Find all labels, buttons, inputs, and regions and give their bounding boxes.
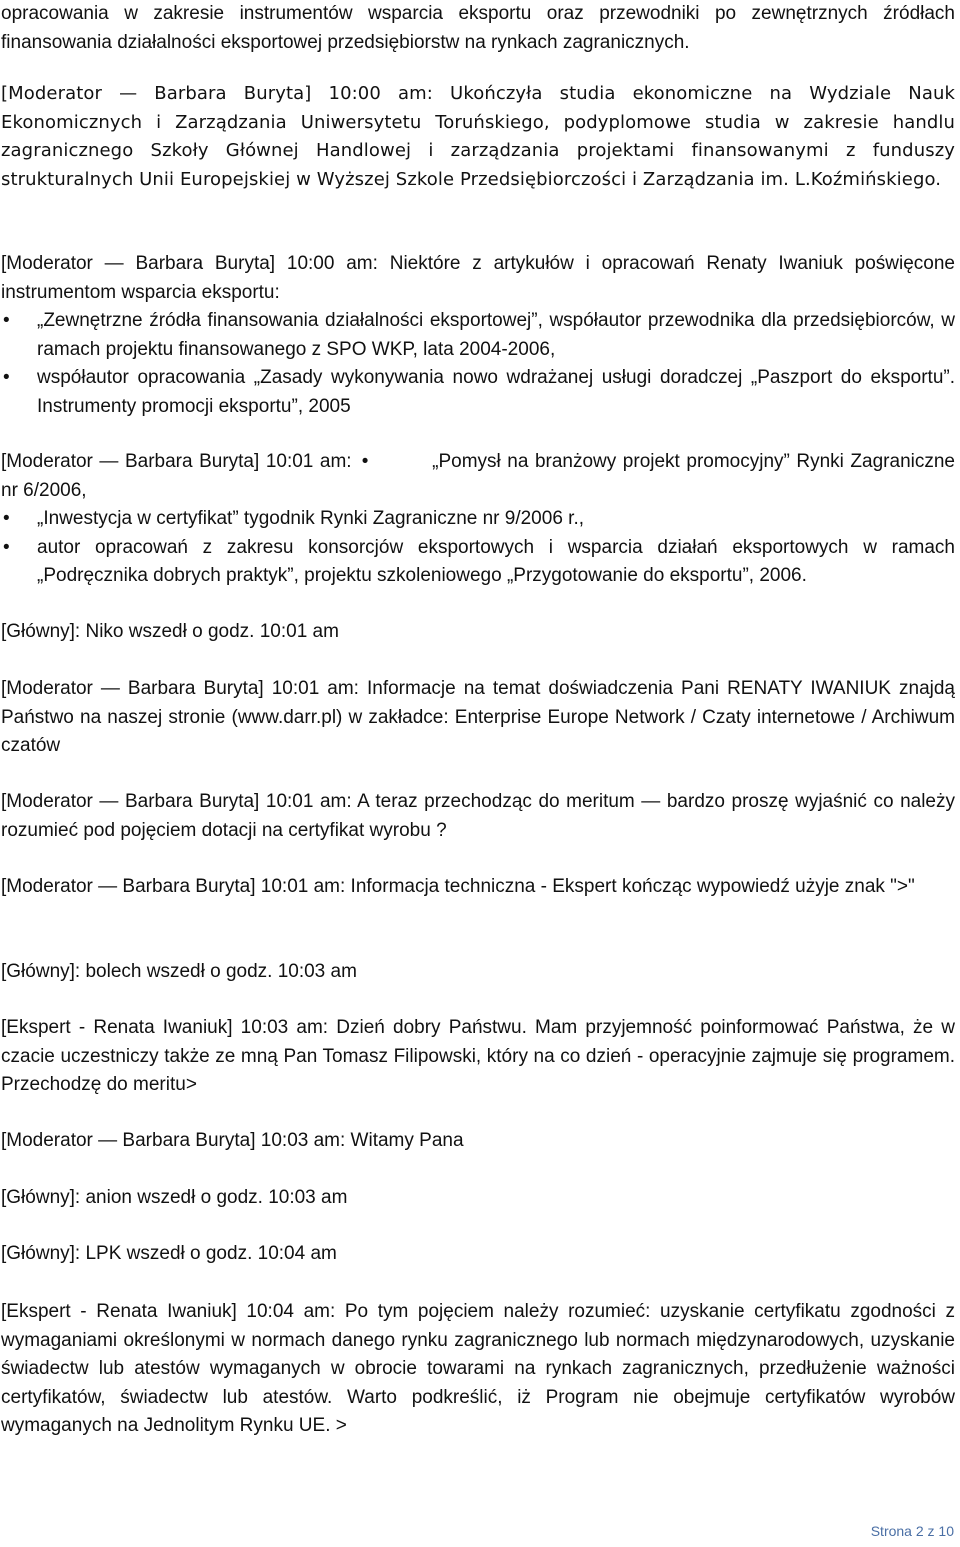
paragraph-text: [Moderator — Barbara Buryta] 10:01 am: A teraz przechodząc do meritum — bardzo proszę wyjaśnić co należy rozumieć pod pojęciem dotacji na certyfikat wyrobu ? [1,791,955,841]
paragraph-text: [Moderator — Barbara Buryta] 10:00 am: Ukończyła studia ekonomiczne na Wydziale Nauk Ekonomicznych i Zarządzania Uniwersytetu Toruńskiego, podyplomowe studia w zakresie handlu zagranicznego Szkoły Głównej Handlowej i zarządzania projektami finansowanymi z funduszy strukturalnych Unii Europejskiej w Wyższej Szkole Przedsiębiorczości i Zarządzania im. L.Koźmińskiego. [1,83,955,190]
paragraph-text: [Ekspert - Renata Iwaniuk] 10:03 am: Dzień dobry Państwu. Mam przyjemność poinformować Państwa, że w czacie uczestniczy także ze mną Pan Tomasz Filipowski, który na co dzień - operacyjnie zajmuje się programem. Przechodzę do meritu> [1,1017,955,1095]
bullet-icon: • [3,367,10,388]
paragraph-text: [Moderator — Barbara Buryta] 10:01 am: Informacja techniczna - Ekspert kończąc wypowiedź użyje znak ">" [1,876,915,897]
paragraph-moderator-welcome [1,1127,955,1156]
paragraph-text: [Główny]: bolech wszedł o godz. 10:03 am [1,961,357,982]
paragraph-text: [Moderator — Barbara Buryta] 10:01 am: Informacje na temat doświadczenia Pani RENATY IWANIUK znajdą Państwo na naszej stronie (www.darr.pl) w zakładce: Enterprise Europe Network / Czaty internetowe / Archiwum czatów [1,678,955,756]
list-item-text: autor opracowań z zakresu konsorcjów eksportowych i wsparcia działań eksportowych w ramach „Podręcznika dobrych praktyk”, projektu szkoleniowego „Przygotowanie do eksportu”, 2006. [37,536,955,586]
paragraph-join-bolech [1,958,955,987]
paragraph-text [1,448,955,505]
paragraph-text: opracowania w zakresie instrumentów wsparcia eksportu oraz przewodniki po zewnętrznych źródłach finansowania działalności eksportowej przedsiębiorstw na rynkach zagranicznych. [1,3,955,53]
paragraph-join-anion [1,1184,955,1213]
paragraph-text: [Moderator — Barbara Buryta] 10:03 am: Witamy Pana [1,1130,464,1151]
list-item-text: współautor opracowania „Zasady wykonywania nowo wdrażanej usługi doradczej „Paszport do eksportu”. Instrumenty promocji eksportu”, 2005 [37,367,955,417]
paragraph-expert-definition [1,1298,955,1441]
bullet-icon: • [3,536,10,558]
paragraph-expert-greeting [1,1014,955,1100]
paragraph-text: [Moderator — Barbara Buryta] 10:00 am: Niektóre z artykułów i opracowań Renaty Iwaniuk poświęcone instrumentom wsparcia eksportu: [1,253,955,303]
paragraph-moderator-publications [1,448,955,591]
list-item [1,534,955,591]
paragraph-moderator-info [1,675,955,761]
speaker-line: [Moderator — Barbara Buryta] 10:01 am: [1,451,352,472]
paragraph-join-niko [1,618,955,647]
list-item [1,505,955,534]
list-item [1,364,955,421]
paragraph-moderator-question [1,788,955,845]
list-item-text: „Inwestycja w certyfikat” tygodnik Rynki Zagraniczne nr 9/2006 r., [37,508,585,529]
page-number: Strona 2 z 10 [870,1523,954,1539]
paragraph-text: [Ekspert - Renata Iwaniuk] 10:04 am: Po tym pojęciem należy rozumieć: uzyskanie certyfikatu zgodności z wymaganiami określonymi w normach danego rynku zagranicznego lub normach międzynarodowych, uzyskanie świadectw lub atestów wymaganych w obrocie towarami na rynkach zagranicznych, przedłużenie ważności certyfikatów, świadectw lub atestów. Warto podkreślić, iż Program nie obejmuje certyfikatów wyrobów wymaganych na Jednolitym Rynku UE. > [1,1301,955,1436]
paragraph-join-lpk [1,1240,955,1269]
bullet-icon: • [3,508,10,529]
paragraph-moderator-bio [1,80,955,194]
list-item-text: „Pomysł na branżowy projekt promocyjny” Rynki Zagraniczne nr 6/2006, [1,451,955,501]
bullet-icon: • [361,451,369,472]
paragraph-moderator-technical [1,873,955,902]
paragraph-text: [Główny]: LPK wszedł o godz. 10:04 am [1,1243,337,1264]
list-item-text: „Zewnętrzne źródła finansowania działalności eksportowej”, współautor przewodnika dla przedsiębiorców, w ramach projektu finansowanego z SPO WKP, lata 2004-2006, [37,310,955,360]
bullet-icon: • [3,310,10,331]
list-item [1,307,955,364]
paragraph-text: [Główny]: Niko wszedł o godz. 10:01 am [1,621,339,642]
paragraph-text: [Główny]: anion wszedł o godz. 10:03 am [1,1187,348,1208]
paragraph-intro-continuation [1,0,955,57]
paragraph-moderator-articles [1,250,955,421]
